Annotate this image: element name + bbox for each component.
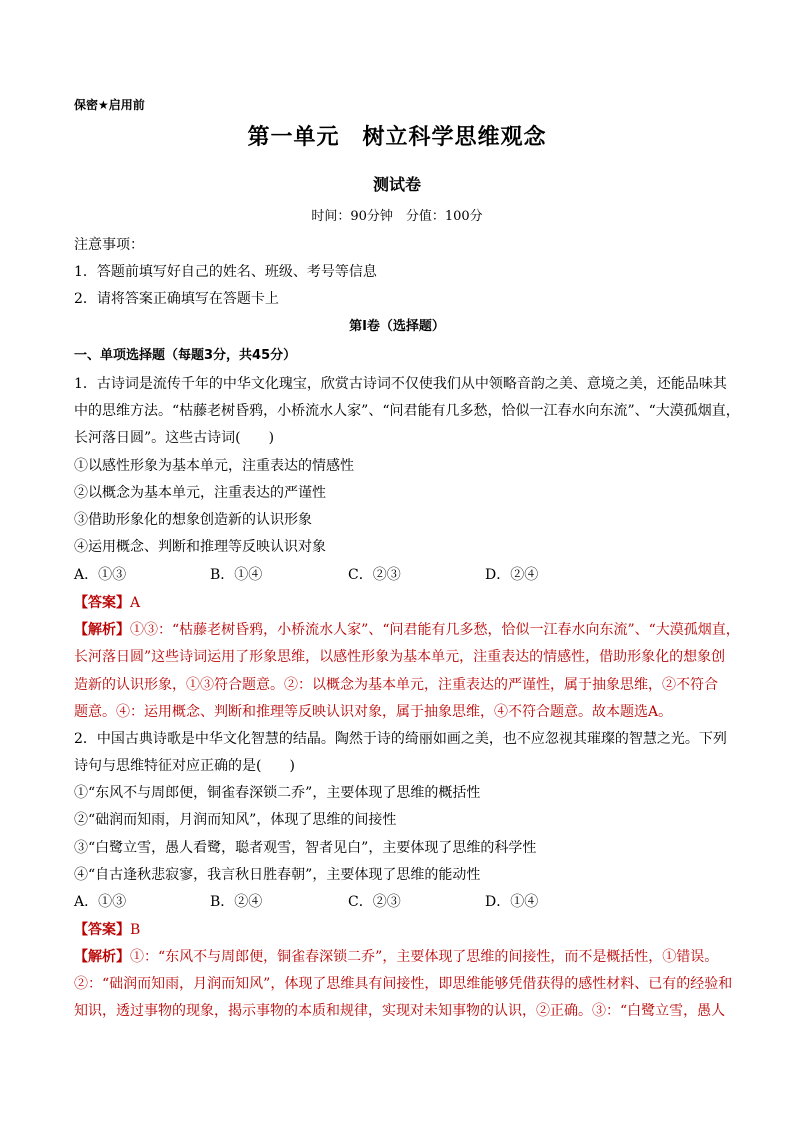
q2-analysis-line: 知识，透过事物的现象，揭示事物的本质和规律，实现对未知事物的认识，②正确。③：“白鹭立雪，愚人 bbox=[74, 1003, 726, 1019]
q1-analysis-line: 题意。④：运用概念、判断和推理等反映认识对象，属于抽象思维，④不符合题意。故本题选A。 bbox=[74, 704, 673, 720]
q1-answer bbox=[74, 594, 724, 612]
q2-option-c: C．②③ bbox=[348, 894, 401, 910]
q2-stem-line: 诗句与思维特征对应正确的是( ) bbox=[74, 758, 295, 774]
q2-statement: ②“础润而知雨，月润而知风”，体现了思维的间接性 bbox=[74, 812, 397, 828]
q1-option-c: C．②③ bbox=[348, 567, 401, 583]
q2-option-d: D．①④ bbox=[485, 894, 539, 910]
q1-statement: ④运用概念、判断和推理等反映认识对象 bbox=[74, 539, 326, 555]
q2-analysis-line bbox=[74, 948, 724, 966]
q1-analysis-line: 长河落日圆”这些诗词运用了形象思维，以感性形象为基本单元，注重表达的情感性，借助形象化的想象创 bbox=[74, 649, 726, 665]
notes-heading: 注意事项： bbox=[74, 237, 144, 253]
q2-option-b: B．②④ bbox=[210, 894, 263, 910]
q2-stem-line: 2．中国古典诗歌是中华文化智慧的结晶。陶然于诗的绮丽如画之美，也不应忽视其璀璨的智慧之光。下列 bbox=[74, 731, 727, 747]
q2-analysis-line: ②：“础润而知雨，月润而知风”，体现了思维具有间接性，即思维能够凭借获得的感性材料、已有的经验和 bbox=[74, 976, 733, 992]
q1-statement: ②以概念为基本单元，注重表达的严谨性 bbox=[74, 485, 326, 501]
q2-statement: ③“白鹭立雪，愚人看鹭，聪者观雪，智者见白”，主要体现了思维的科学性 bbox=[74, 840, 537, 856]
q1-option-b: B．①④ bbox=[210, 567, 263, 583]
notes-item: 1．答题前填写好自己的姓名、班级、考号等信息 bbox=[74, 264, 377, 280]
analysis-tag: 【解析】 bbox=[74, 622, 130, 638]
analysis-tag: 【解析】 bbox=[74, 949, 130, 965]
q1-stem-line: 中的思维方法。“枯藤老树昏鸦，小桥流水人家”、“问君能有几多愁，恰似一江春水向东流”、“大漠孤烟直， bbox=[74, 403, 740, 419]
page-subtitle: 测试卷 bbox=[372, 175, 421, 194]
q2-statement: ①“东风不与周郎便，铜雀春深锁二乔”，主要体现了思维的概括性 bbox=[74, 785, 481, 801]
analysis-text: ①③：“枯藤老树昏鸦，小桥流水人家”、“问君能有几多愁，恰似一江春水向东流”、“大漠孤烟直， bbox=[130, 622, 740, 638]
page-title: 第一单元 树立科学思维观念 bbox=[247, 125, 547, 150]
q2-option-a: A．①③ bbox=[74, 894, 127, 910]
part-title: 第I卷（选择题） bbox=[349, 319, 445, 334]
secret-label: 保密★启用前 bbox=[74, 98, 145, 112]
q1-statement: ①以感性形象为基本单元，注重表达的情感性 bbox=[74, 458, 354, 474]
section-title: 一、单项选择题（每题3分，共45分） bbox=[74, 348, 297, 363]
answer-tag: 【答案】 bbox=[74, 922, 130, 938]
q1-statement: ③借助形象化的想象创造新的认识形象 bbox=[74, 512, 312, 528]
answer-value: B bbox=[130, 922, 141, 938]
q1-stem-line: 长河落日圆”。这些古诗词( ) bbox=[74, 430, 275, 446]
q2-statement: ④“自古逢秋悲寂寥，我言秋日胜春朝”，主要体现了思维的能动性 bbox=[74, 867, 481, 883]
answer-tag: 【答案】 bbox=[74, 595, 130, 611]
analysis-text: ①：“东风不与周郎便，铜雀春深锁二乔”，主要体现了思维的间接性，而不是概括性，①错误。 bbox=[130, 949, 719, 965]
q1-option-a: A．①③ bbox=[74, 567, 127, 583]
q1-option-d: D．②④ bbox=[485, 567, 539, 583]
q1-analysis-line bbox=[74, 621, 740, 639]
q1-stem-line: 1．古诗词是流传千年的中华文化瑰宝，欣赏古诗词不仅使我们从中领略音韵之美、意境之美，还能品味其 bbox=[74, 376, 727, 392]
q2-answer bbox=[74, 921, 724, 939]
exam-meta: 时间：90分钟 分值：100分 bbox=[311, 209, 483, 224]
answer-value: A bbox=[130, 595, 141, 611]
q1-analysis-line: 造新的认识形象，①③符合题意。②：以概念为基本单元，注重表达的严谨性，属于抽象思维，②不符合 bbox=[74, 677, 718, 693]
notes-item: 2．请将答案正确填写在答题卡上 bbox=[74, 291, 279, 307]
